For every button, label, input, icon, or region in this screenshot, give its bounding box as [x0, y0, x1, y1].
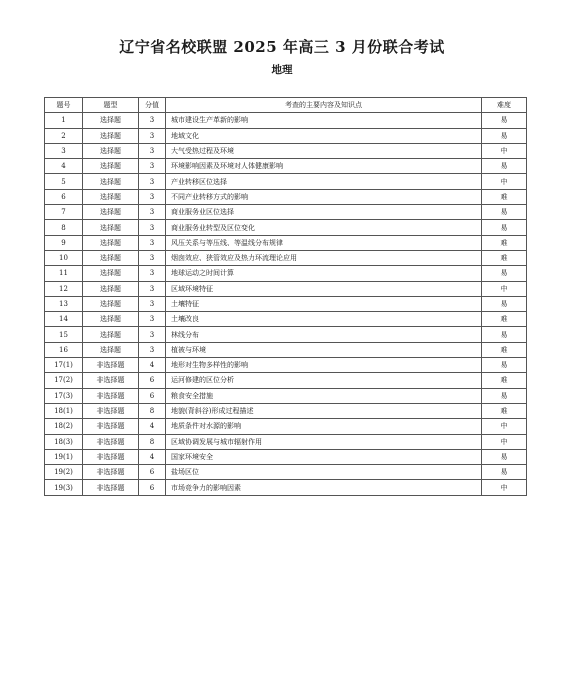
document-subject: 地理: [271, 64, 293, 76]
cell-score: 3: [139, 189, 166, 204]
header-difficulty: 难度: [482, 98, 527, 113]
cell-difficulty: 难: [482, 312, 527, 327]
table-header-row: [45, 98, 527, 113]
cell-content: 盐场区位: [166, 465, 482, 480]
cell-type: 非选择题: [83, 434, 139, 449]
table-row: [45, 266, 527, 281]
cell-type: 非选择题: [83, 419, 139, 434]
cell-type: 选择题: [83, 296, 139, 311]
cell-score: 3: [139, 174, 166, 189]
cell-difficulty: 易: [482, 205, 527, 220]
cell-content: 环境影响因素及环境对人体健康影响: [166, 159, 482, 174]
cell-content: 烟囱效应、狭管效应及热力环流理论应用: [166, 250, 482, 265]
cell-content: 市场竞争力的影响因素: [166, 480, 482, 495]
cell-difficulty: 难: [482, 403, 527, 418]
table-row: [45, 189, 527, 204]
cell-score: 8: [139, 403, 166, 418]
table-row: [45, 312, 527, 327]
table-row: [45, 235, 527, 250]
cell-content: 地球运动之时间计算: [166, 266, 482, 281]
cell-type: 非选择题: [83, 403, 139, 418]
cell-difficulty: 易: [482, 388, 527, 403]
cell-content: 土壤改良: [166, 312, 482, 327]
cell-number: 6: [45, 189, 83, 204]
cell-number: 18(2): [45, 419, 83, 434]
cell-type: 选择题: [83, 312, 139, 327]
cell-score: 3: [139, 205, 166, 220]
cell-type: 选择题: [83, 205, 139, 220]
cell-type: 选择题: [83, 327, 139, 342]
cell-type: 选择题: [83, 281, 139, 296]
table-row: [45, 419, 527, 434]
cell-difficulty: 难: [482, 189, 527, 204]
cell-number: 17(3): [45, 388, 83, 403]
table-row: [45, 174, 527, 189]
cell-number: 2: [45, 128, 83, 143]
cell-content: 植被与环境: [166, 342, 482, 357]
cell-score: 4: [139, 358, 166, 373]
cell-score: 4: [139, 449, 166, 464]
cell-difficulty: 难: [482, 342, 527, 357]
table-row: [45, 465, 527, 480]
cell-score: 8: [139, 434, 166, 449]
cell-difficulty: 中: [482, 174, 527, 189]
header-number: 题号: [45, 98, 83, 113]
cell-content: 地形对生物多样性的影响: [166, 358, 482, 373]
cell-difficulty: 易: [482, 465, 527, 480]
table-row: [45, 373, 527, 388]
cell-number: 12: [45, 281, 83, 296]
header-content: 考查的主要内容及知识点: [166, 98, 482, 113]
cell-number: 17(1): [45, 358, 83, 373]
cell-type: 非选择题: [83, 449, 139, 464]
cell-score: 6: [139, 480, 166, 495]
cell-number: 18(3): [45, 434, 83, 449]
header-score: 分值: [139, 98, 166, 113]
cell-difficulty: 易: [482, 128, 527, 143]
cell-difficulty: 易: [482, 159, 527, 174]
cell-content: 商业服务业区位选择: [166, 205, 482, 220]
exam-spec-table: [44, 97, 527, 496]
cell-number: 1: [45, 113, 83, 128]
cell-type: 非选择题: [83, 388, 139, 403]
cell-difficulty: 易: [482, 449, 527, 464]
cell-number: 18(1): [45, 403, 83, 418]
cell-difficulty: 易: [482, 220, 527, 235]
cell-difficulty: 中: [482, 143, 527, 158]
cell-score: 6: [139, 465, 166, 480]
table-row: [45, 159, 527, 174]
cell-content: 运河修建的区位分析: [166, 373, 482, 388]
cell-difficulty: 难: [482, 235, 527, 250]
cell-content: 商业服务业转型及区位变化: [166, 220, 482, 235]
table-row: [45, 205, 527, 220]
cell-score: 6: [139, 388, 166, 403]
table-row: [45, 143, 527, 158]
cell-difficulty: 中: [482, 419, 527, 434]
cell-type: 选择题: [83, 159, 139, 174]
cell-content: 风压关系与等压线、等温线分布规律: [166, 235, 482, 250]
cell-difficulty: 易: [482, 266, 527, 281]
table-row: [45, 358, 527, 373]
cell-number: 17(2): [45, 373, 83, 388]
cell-number: 3: [45, 143, 83, 158]
cell-difficulty: 难: [482, 250, 527, 265]
cell-content: 林线分布: [166, 327, 482, 342]
cell-type: 选择题: [83, 235, 139, 250]
table-row: [45, 296, 527, 311]
table-row: [45, 480, 527, 495]
cell-type: 选择题: [83, 342, 139, 357]
cell-type: 选择题: [83, 250, 139, 265]
cell-score: 3: [139, 327, 166, 342]
cell-content: 不同产业转移方式的影响: [166, 189, 482, 204]
cell-score: 3: [139, 250, 166, 265]
cell-score: 3: [139, 342, 166, 357]
cell-score: 3: [139, 235, 166, 250]
cell-type: 选择题: [83, 143, 139, 158]
cell-number: 5: [45, 174, 83, 189]
cell-score: 3: [139, 159, 166, 174]
cell-score: 3: [139, 113, 166, 128]
cell-difficulty: 易: [482, 358, 527, 373]
cell-number: 8: [45, 220, 83, 235]
cell-content: 产业转移区位选择: [166, 174, 482, 189]
cell-type: 选择题: [83, 266, 139, 281]
cell-content: 地貌(背斜谷)形成过程描述: [166, 403, 482, 418]
cell-number: 19(1): [45, 449, 83, 464]
cell-number: 19(3): [45, 480, 83, 495]
cell-type: 选择题: [83, 220, 139, 235]
cell-score: 3: [139, 281, 166, 296]
cell-type: 非选择题: [83, 373, 139, 388]
table-row: [45, 449, 527, 464]
table-row: [45, 113, 527, 128]
cell-number: 4: [45, 159, 83, 174]
cell-content: 大气受热过程及环境: [166, 143, 482, 158]
cell-type: 非选择题: [83, 358, 139, 373]
cell-type: 选择题: [83, 128, 139, 143]
cell-difficulty: 易: [482, 113, 527, 128]
table-row: [45, 281, 527, 296]
table-row: [45, 327, 527, 342]
cell-difficulty: 易: [482, 327, 527, 342]
header-type: 题型: [83, 98, 139, 113]
cell-score: 3: [139, 128, 166, 143]
cell-difficulty: 难: [482, 373, 527, 388]
cell-score: 3: [139, 220, 166, 235]
cell-content: 城市建设生产革新的影响: [166, 113, 482, 128]
cell-score: 3: [139, 266, 166, 281]
cell-content: 地域文化: [166, 128, 482, 143]
cell-number: 15: [45, 327, 83, 342]
cell-content: 地质条件对水源的影响: [166, 419, 482, 434]
cell-score: 3: [139, 312, 166, 327]
table-row: [45, 220, 527, 235]
cell-type: 选择题: [83, 174, 139, 189]
table-row: [45, 388, 527, 403]
cell-score: 4: [139, 419, 166, 434]
cell-number: 7: [45, 205, 83, 220]
cell-content: 土壤特征: [166, 296, 482, 311]
cell-number: 14: [45, 312, 83, 327]
cell-number: 13: [45, 296, 83, 311]
table-body: [45, 113, 527, 495]
table-row: [45, 403, 527, 418]
cell-score: 6: [139, 373, 166, 388]
table-row: [45, 434, 527, 449]
cell-number: 16: [45, 342, 83, 357]
cell-difficulty: 中: [482, 281, 527, 296]
cell-score: 3: [139, 143, 166, 158]
table-row: [45, 128, 527, 143]
cell-difficulty: 易: [482, 296, 527, 311]
cell-type: 非选择题: [83, 480, 139, 495]
cell-type: 选择题: [83, 113, 139, 128]
cell-difficulty: 中: [482, 434, 527, 449]
cell-difficulty: 中: [482, 480, 527, 495]
cell-number: 9: [45, 235, 83, 250]
cell-content: 区域协调发展与城市辐射作用: [166, 434, 482, 449]
cell-content: 粮食安全措施: [166, 388, 482, 403]
cell-number: 10: [45, 250, 83, 265]
cell-score: 3: [139, 296, 166, 311]
table-row: [45, 250, 527, 265]
cell-number: 11: [45, 266, 83, 281]
cell-number: 19(2): [45, 465, 83, 480]
document-title: 辽宁省名校联盟 2025 年高三 3 月份联合考试: [119, 38, 445, 56]
cell-type: 非选择题: [83, 465, 139, 480]
cell-content: 区域环境特征: [166, 281, 482, 296]
cell-content: 国家环境安全: [166, 449, 482, 464]
cell-type: 选择题: [83, 189, 139, 204]
table-row: [45, 342, 527, 357]
